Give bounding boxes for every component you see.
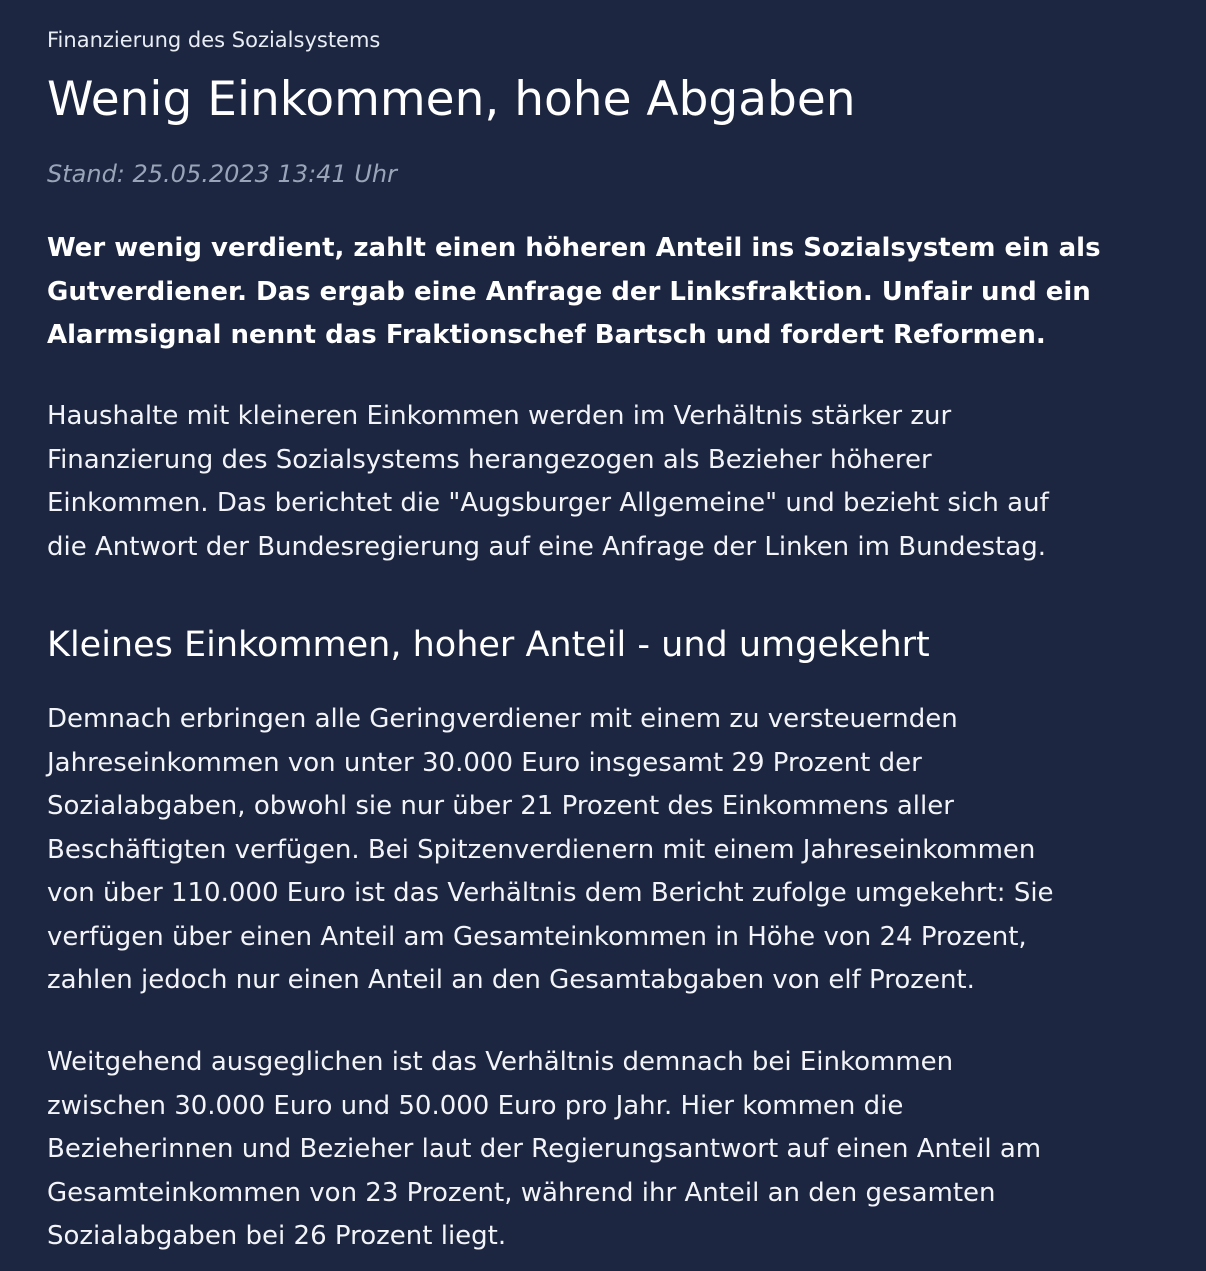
paragraph-line: Einkommen. Das berichtet die "Augsburger Allgemeine" und bezieht sich auf xyxy=(47,488,1049,518)
article-teaser xyxy=(47,227,1167,358)
paragraph-intro xyxy=(47,395,1177,569)
paragraph-line: Bezieherinnen und Bezieher laut der Regierungsantwort auf einen Anteil am xyxy=(47,1134,1042,1164)
paragraph-line: von über 110.000 Euro ist das Verhältnis dem Bericht zufolge umgekehrt: Sie xyxy=(47,878,1054,908)
paragraph-line: zwischen 30.000 Euro und 50.000 Euro pro Jahr. Hier kommen die xyxy=(47,1090,904,1121)
paragraph-line: Finanzierung des Sozialsystems herangezogen als Bezieher höherer xyxy=(47,444,932,475)
paragraph-line: zahlen jedoch nur einen Anteil an den Gesamtabgaben von elf Prozent. xyxy=(47,965,975,995)
paragraph-line: Beschäftigten verfügen. Bei Spitzenverdienern mit einem Jahreseinkommen xyxy=(47,834,1036,865)
article-date: Stand: 25.05.2023 13:41 Uhr xyxy=(47,160,397,188)
paragraph-line: Demnach erbringen alle Geringverdiener mit einem zu versteuernden xyxy=(47,704,958,734)
article-headline: Wenig Einkommen, hohe Abgaben xyxy=(47,72,856,127)
paragraph-line: Jahreseinkommen von unter 30.000 Euro insgesamt 29 Prozent der xyxy=(47,747,922,778)
paragraph-line: Gesamteinkommen von 23 Prozent, während ihr Anteil an den gesamten xyxy=(47,1177,996,1208)
paragraph-balanced xyxy=(47,1041,1177,1259)
teaser-line: Alarmsignal nennt das Fraktionschef Bartsch und fordert Reformen. xyxy=(47,320,1046,350)
paragraph-line: Sozialabgaben, obwohl sie nur über 21 Prozent des Einkommens aller xyxy=(47,791,954,821)
paragraph-line: Haushalte mit kleineren Einkommen werden im Verhältnis stärker zur xyxy=(47,401,952,431)
paragraph-details xyxy=(47,698,1177,1003)
teaser-line: Gutverdiener. Das ergab eine Anfrage der Linksfraktion. Unfair und ein xyxy=(47,276,1091,307)
paragraph-line: verfügen über einen Anteil am Gesamteinkommen in Höhe von 24 Prozent, xyxy=(47,921,1027,952)
section-subheadline: Kleines Einkommen, hoher Anteil - und umgekehrt xyxy=(47,625,930,665)
paragraph-line: Weitgehend ausgeglichen ist das Verhältnis demnach bei Einkommen xyxy=(47,1047,954,1077)
paragraph-line: Sozialabgaben bei 26 Prozent liegt. xyxy=(47,1221,507,1251)
paragraph-line: die Antwort der Bundesregierung auf eine Anfrage der Linken im Bundestag. xyxy=(47,531,1046,562)
teaser-line: Wer wenig verdient, zahlt einen höheren Anteil ins Sozialsystem ein als xyxy=(47,233,1101,263)
article-topline: Finanzierung des Sozialsystems xyxy=(47,28,381,52)
